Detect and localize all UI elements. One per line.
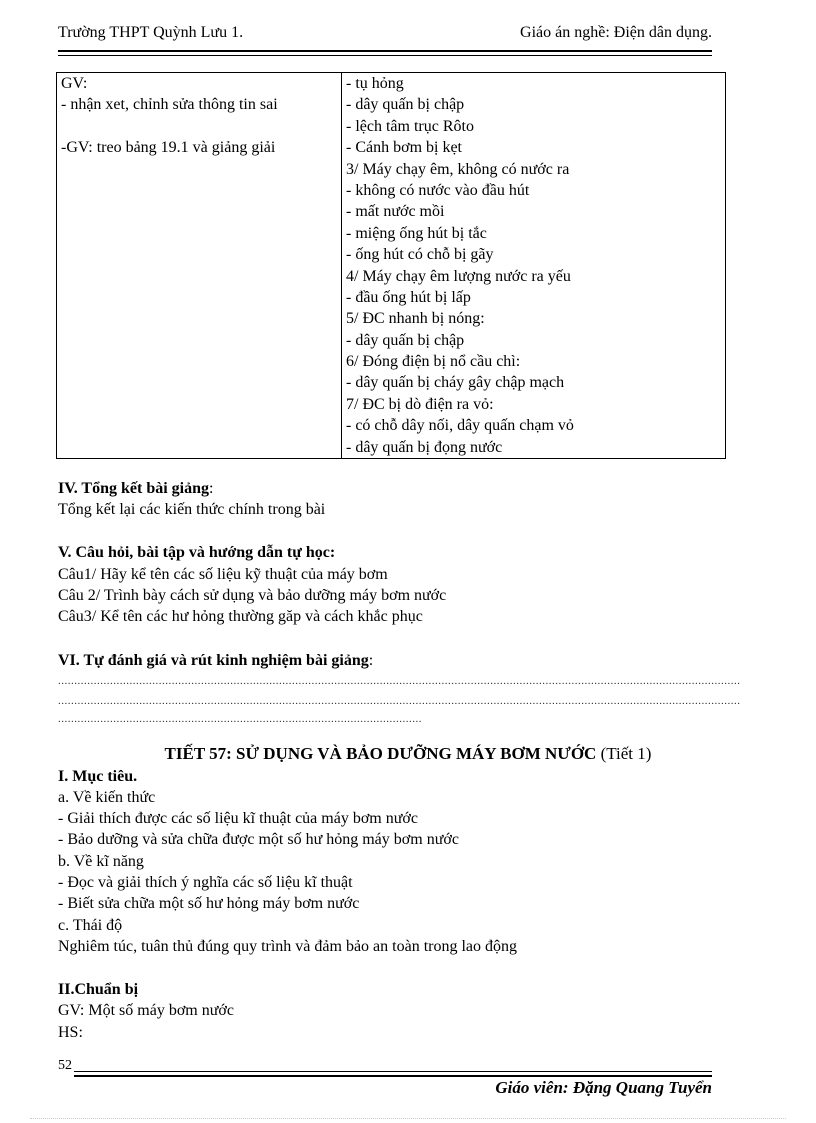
- table-left-line: - nhận xet, chỉnh sửa thông tin sai: [61, 96, 278, 114]
- table-right-line: - dây quấn bị chập: [346, 331, 465, 349]
- section-6-colon: :: [368, 652, 374, 669]
- header-rule-top: [58, 50, 712, 52]
- dotted-line-3: ................................................................................................................: [58, 713, 422, 725]
- dotted-line-1: ..................................................................................................................................................................................................................: [58, 675, 741, 687]
- header-subject: Giáo án nghề: Điện dân dụng.: [520, 24, 712, 41]
- table-right-line: - dây quấn bị cháy gây chập mạch: [346, 374, 565, 392]
- table-right-line: - dây quấn bị chập: [346, 96, 465, 114]
- lesson-title-main: TIẾT 57: SỬ DỤNG VÀ BẢO DƯỠNG MÁY BƠM NƯỚC: [164, 744, 597, 763]
- objective-b1: - Đọc và giải thích ý nghĩa các số liệu kĩ thuật: [58, 874, 353, 891]
- table-right-line: - có chỗ dây nối, dây quấn chạm vỏ: [346, 417, 574, 435]
- table-right-line: - mất nước mồi: [346, 203, 445, 221]
- header-school: Trường THPT Quỳnh Lưu 1.: [58, 24, 244, 41]
- footer-rule-bottom: [74, 1075, 712, 1077]
- page-number: 52: [58, 1058, 72, 1073]
- objective-a2: - Bảo dưỡng và sửa chữa được một số hư hỏng máy bơm nước: [58, 831, 459, 848]
- section-4-body: Tổng kết lại các kiến thức chính trong bài: [58, 501, 326, 518]
- table-left-line: GV:: [61, 75, 88, 92]
- table-right-line: - đầu ống hút bị lấp: [346, 288, 471, 306]
- table-right-line: 5/ ĐC nhanh bị nóng:: [346, 310, 485, 328]
- dotted-line-2: ..................................................................................................................................................................................................................: [58, 695, 741, 707]
- table-right-line: 7/ ĐC bị dò điện ra vỏ:: [346, 395, 494, 413]
- objective-a1: - Giải thích được các số liệu kĩ thuật của máy bơm nước: [58, 810, 418, 827]
- section-5-heading: V. Câu hỏi, bài tập và hướng dẫn tự học:: [58, 544, 336, 561]
- section-6-heading: [58, 650, 373, 671]
- lesson-title: [0, 744, 816, 764]
- table-right-line: 6/ Đóng điện bị nổ cầu chì:: [346, 353, 521, 371]
- question-3: Câu3/ Kể tên các hư hỏng thường găp và cách khắc phục: [58, 608, 423, 625]
- preparation-hs: HS:: [58, 1024, 83, 1041]
- question-1: Câu1/ Hãy kể tên các số liệu kỹ thuật của máy bơm: [58, 566, 388, 583]
- table-right-line: - dây quấn bị đọng nước: [346, 438, 503, 456]
- page-edge-dots: [30, 1118, 786, 1119]
- table-right-line: - không có nước vào đầu hút: [346, 181, 530, 199]
- section-4-title: IV. Tổng kết bài giảng: [58, 480, 210, 497]
- table-right-line: - lệch tâm trục Rôto: [346, 117, 474, 135]
- table-right-line: - tụ hỏng: [346, 75, 404, 92]
- teacher-activity-cell: [57, 73, 342, 459]
- section-6-title: VI. Tự đánh giá và rút kinh nghiệm bài giảng: [58, 652, 369, 669]
- content-cell: [342, 73, 726, 459]
- section-4-heading: [58, 478, 213, 499]
- table-right-line: - ống hút có chỗ bị gãy: [346, 246, 494, 264]
- objective-c: c. Thái độ: [58, 917, 123, 934]
- table-left-line: -GV: treo bảng 19.1 và giảng giải: [61, 139, 276, 157]
- lesson-title-suffix: (Tiết 1): [596, 744, 652, 763]
- question-2: Câu 2/ Trình bày cách sử dụng và bảo dưỡng máy bơm nước: [58, 587, 447, 604]
- table-right-line: - Cánh bơm bị kẹt: [346, 139, 462, 157]
- preparation-gv: GV: Một số máy bơm nước: [58, 1002, 234, 1019]
- header-rule-bottom: [58, 55, 712, 56]
- footer-rule-top: [74, 1071, 712, 1072]
- objective-a: a. Về kiến thức: [58, 789, 156, 806]
- table-row: [57, 73, 726, 459]
- preparation-heading: II.Chuẩn bị: [58, 981, 139, 998]
- objectives-heading: I. Mục tiêu.: [58, 768, 138, 785]
- objective-b: b. Về kĩ năng: [58, 853, 144, 870]
- table-right-line: 4/ Máy chạy êm lượng nước ra yếu: [346, 267, 571, 285]
- teacher-signature: Giáo viên: Đặng Quang Tuyển: [495, 1078, 712, 1097]
- objective-b2: - Biết sửa chữa một số hư hỏng máy bơm nước: [58, 895, 360, 912]
- troubleshooting-table: [56, 72, 726, 459]
- table-right-line: 3/ Máy chạy êm, không có nước ra: [346, 160, 570, 178]
- section-4-colon: :: [209, 480, 214, 497]
- table-left-spacer: [61, 116, 337, 137]
- objective-c1: Nghiêm túc, tuân thủ đúng quy trình và đảm bảo an toàn trong lao động: [58, 938, 518, 955]
- table-right-line: - miệng ống hút bị tắc: [346, 224, 487, 242]
